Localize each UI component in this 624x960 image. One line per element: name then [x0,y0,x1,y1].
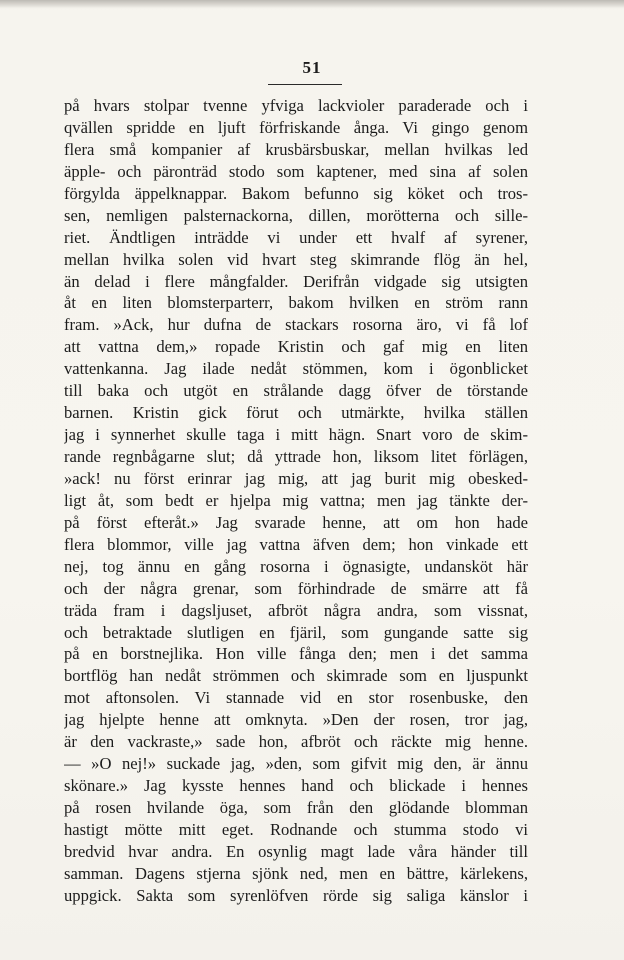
text-line: vattenkanna. Jag ilade nedåt stömmen, kom i ögonblicket [64,359,528,379]
text-line: rande regnbågarne slut; då yttrade hon, liksom litet förlägen, [64,447,528,466]
body-text [64,95,528,907]
header-rule [268,84,342,85]
text-line: på först efteråt.» Jag svarade henne, att om hon hade [64,512,528,532]
text-line: att vattna dem,» ropade Kristin och gaf mig en liten [64,337,528,357]
text-line: på rosen hvilande öga, som från den glödande blomman [64,798,528,817]
text-line: jag hjelpte henne att omknyta. »Den der rosen, tror jag, [64,710,528,730]
text-line: hastigt mötte mitt eget. Rodnande och stumma stodo vi [64,819,528,839]
text-line: nej, tog ännu en gång rosorna i ögnasigte, undansköt här [64,556,528,576]
text-line: samman. Dagens stjerna sjönk ned, men en bättre, kärlekens, [64,863,528,883]
text-line: till baka och utgöt en strålande dagg öfver de törstande [64,381,528,401]
text-line: — »O nej!» suckade jag, »den, som gifvit mig den, är ännu [64,754,528,774]
text-line: ligt åt, som bedt er hjelpa mig vattna; men jag tänkte der- [64,490,528,510]
text-line: och betraktade slutligen en fjäril, som gungande satte sig [64,622,528,642]
text-line: äpple- och päronträd stodo som kaptener, med sina af solen [64,161,528,181]
text-line: sen, nemligen palsternackorna, dillen, morötterna och sille- [64,205,528,225]
text-line: förgylda äppelknappar. Bakom befunno sig köket och tros- [64,183,528,203]
text-line: och der några grenar, som förhindrade de smärre att få [64,578,528,598]
text-line: qvällen spridde en ljuft förfriskande ånga. Vi gingo genom [64,117,528,137]
text-line: flera blommor, ville jag vattna äfven dem; hon vinkade ett [64,534,528,554]
text-line: på hvars stolpar tvenne yfviga lackvioler paraderade och i [64,96,528,115]
page-top-edge [0,0,624,8]
text-line: träda fram i dagsljuset, afbröt några andra, som vissnat, [64,600,528,620]
text-line: riet. Ändtligen inträdde vi under ett hvalf af syrener, [64,227,528,247]
text-line: på en borstnejlika. Hon ville fånga den; men i det samma [64,644,528,664]
text-line: än delad i flere mångfalder. Derifrån vidgade sig utsigten [64,271,528,291]
text-line: mellan hvilka solen vid hvart steg skimrande flög än hel, [64,249,528,269]
text-line: flera små kompanier af krusbärsbuskar, mellan hvilkas led [64,139,528,159]
text-line: skönare.» Jag kysste hennes hand och blickade i hennes [64,776,528,796]
text-line: bortflög han nedåt strömmen och skimrade som en ljuspunkt [64,666,528,686]
text-line: bredvid hvar andra. En osynlig magt lade våra händer till [64,841,528,861]
text-line: fram. »Ack, hur dufna de stackars rosorna äro, vi få lof [64,315,528,335]
text-line: uppgick. Sakta som syrenlöfven rörde sig saliga känslor i [64,885,528,905]
page-number: 51 [302,58,322,77]
text-line: barnen. Kristin gick förut och utmärkte, hvilka ställen [64,403,528,423]
text-line: är den vackraste,» sade hon, afbröt och räckte mig henne. [64,732,528,752]
text-line: mot aftonsolen. Vi stannade vid en stor rosenbuske, den [64,688,528,708]
text-line: »ack! nu först erinrar jag mig, att jag burit mig obesked- [64,468,528,488]
text-line: åt en liten blomsterparterr, bakom hvilken en ström rann [64,293,528,313]
text-line: jag i synnerhet skulle taga i mitt hägn. Snart voro de skim- [64,425,528,445]
